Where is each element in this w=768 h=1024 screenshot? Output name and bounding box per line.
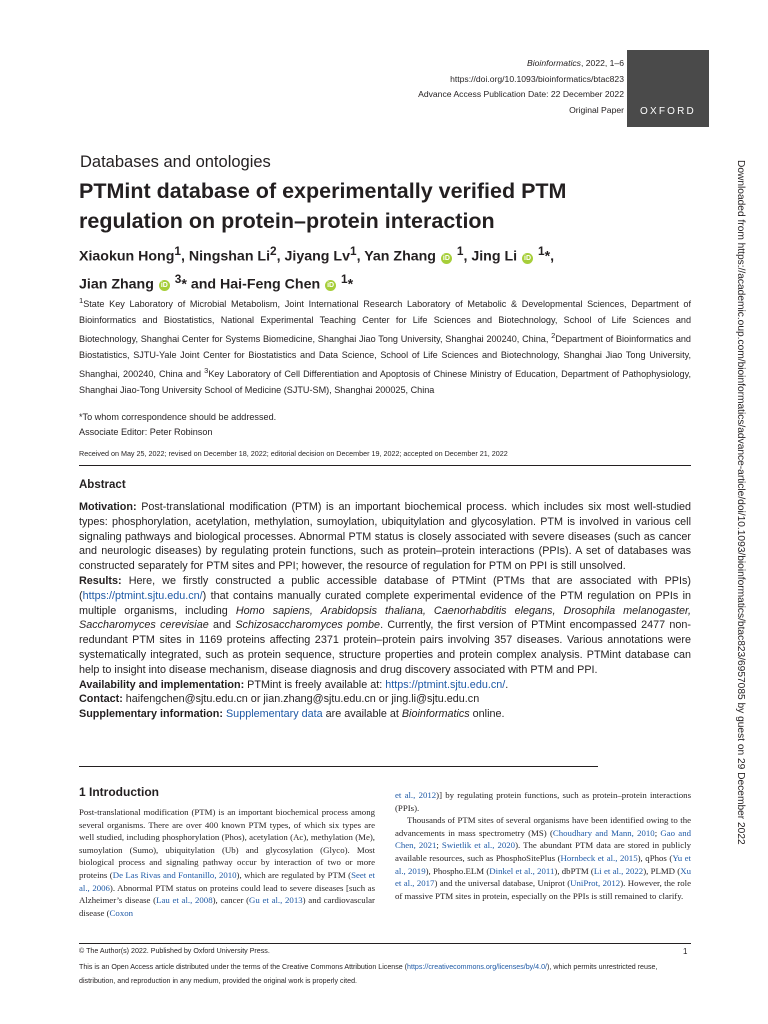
citation-link[interactable]: Xu et al., 2017 bbox=[395, 865, 691, 889]
affil-sup: 1 bbox=[79, 296, 84, 305]
intro-heading: 1 Introduction bbox=[79, 785, 159, 799]
text: PTMint is freely available at: bbox=[244, 678, 386, 691]
author-affil-sup: 1 bbox=[537, 244, 545, 258]
text: ). The abundant PTM data are stored in publicly available resources, such as PhosphoSitePlus ( bbox=[395, 840, 691, 863]
correspondence-text: *To whom correspondence should be addressed. bbox=[79, 412, 277, 422]
label: Availability and implementation: bbox=[79, 678, 245, 691]
author-and: and bbox=[186, 276, 221, 293]
abstract-body bbox=[79, 500, 691, 722]
author-affil-sup: 1 bbox=[341, 271, 348, 286]
citation-link[interactable]: Coxon bbox=[109, 907, 134, 918]
citation-link[interactable]: Dinkel et al., 2011 bbox=[489, 865, 555, 876]
text: ). However, the role of massive PTM sites in protein, especially on the PPIs is still remained to clarify. bbox=[395, 878, 691, 901]
text: ) that contains manually curated complete experimental evidence of the PTM regulation on PPIs in multiple organisms, including bbox=[79, 589, 691, 617]
text: ). Abnormal PTM status on proteins could lead to severe diseases [such as Alzheimer’s disease ( bbox=[79, 882, 375, 906]
paragraph bbox=[79, 806, 375, 919]
abstract-availability bbox=[79, 678, 691, 693]
paragraph bbox=[395, 789, 691, 814]
access-date: Advance Access Publication Date: 22 December 2022 bbox=[418, 89, 624, 99]
text: and bbox=[208, 619, 236, 632]
affil-sup: 3 bbox=[204, 366, 209, 376]
text: ; bbox=[654, 827, 661, 838]
author-affil-sup: 2 bbox=[270, 244, 277, 258]
author-name: Jiyang Lv bbox=[284, 248, 350, 265]
license-link[interactable]: https://creativecommons.org/licenses/by/4.0/ bbox=[407, 963, 548, 971]
text: Post-translational modification (PTM) is an important biochemical process. which includes six most well-studied types: phosphorylation, acetylation, methylation, sumoylation, ubiquitylation and glycosylation. PTM is involved in various cell signaling pathways and biological processes. Abnormal PTM status is closely associated with severe diseases (such as cancer and neurologic diseases) by regulating protein functions, such as protein–protein interactions (PPIs). A set of databases was constructed separately for PTM sites and PPI; however, the resource of regulation for PTM on PPI is still unsolved. bbox=[79, 501, 691, 573]
label: Supplementary information: bbox=[79, 708, 223, 721]
journal-volume: , 2022, 1–6 bbox=[580, 58, 624, 68]
orcid-icon[interactable]: iD bbox=[524, 254, 532, 262]
author-separator: , bbox=[356, 248, 365, 265]
divider bbox=[79, 766, 598, 767]
text: ), dbPTM ( bbox=[554, 865, 594, 876]
label: Motivation: bbox=[79, 501, 137, 513]
author-name: Yan Zhang bbox=[364, 248, 436, 265]
author-name: Ningshan Li bbox=[188, 248, 271, 265]
copyright: © The Author(s) 2022. Published by Oxford University Press. bbox=[79, 947, 270, 955]
divider bbox=[79, 465, 691, 466]
abstract-supplementary bbox=[79, 707, 691, 722]
organism-list: Homo sapiens, Arabidopsis thaliana, Caenorhabditis elegans, Drosophila melanogaster, Saccharomyces cerevisiae bbox=[79, 604, 692, 632]
text: ), Phospho.ELM ( bbox=[425, 865, 490, 876]
logo-text: OXFORD bbox=[640, 106, 696, 117]
affil-sup: 2 bbox=[551, 331, 556, 341]
download-watermark-text: Downloaded from https://academic.oup.com/bioinformatics/advance-article/doi/10.1093/bioinformatics/btac823/6957085 by guest on 29 December 2022 bbox=[735, 160, 746, 845]
author-name: Xiaokun Hong bbox=[79, 248, 175, 265]
author-separator: , bbox=[276, 248, 285, 265]
text: Post-translational modification (PTM) is an important biochemical process among several organisms. There are over 400 known PTM types, of which six types are well studied, including phosphorylation (Phos), acetylation (Ac), methylation (Me), sumoylation (Sumo), ubiquitylation (Ub) and glycosylation (Glyco). Most biological process and signaling pathway occur by interaction of two or more proteins ( bbox=[79, 807, 375, 880]
affiliation-text: Department of Bioinformatics and Biostatistics, SJTU-Yale Joint Center for Biostatistics and Data Science, School of Life Sciences and Biotechnology, Shanghai Jiao Tong University, Shanghai, 200240, China and bbox=[79, 334, 691, 380]
text: ; bbox=[436, 840, 442, 851]
citation-link[interactable]: Choudhary and Mann, 2010 bbox=[552, 827, 655, 838]
publication-info bbox=[418, 56, 624, 118]
text: Thousands of PTM sites of several organisms have been identified owing to the advancements in mass spectrometry (MS) ( bbox=[395, 815, 691, 838]
paragraph bbox=[395, 814, 691, 902]
affiliation-text: State Key Laboratory of Microbial Metabolism, Joint International Research Laboratory of Metabolic & Developmental Sciences, Department of Bioinformatics and Biostatistics, National Experimental Teaching Center for Life Sciences and Biotechnology, School of Life Sciences and Biotechnology, Shanghai Center for Systems Biomedicine, Shanghai Jiao Tong University, Shanghai 200240, China, bbox=[79, 299, 691, 345]
download-watermark bbox=[734, 160, 746, 860]
author-affil-sup: 1 bbox=[174, 244, 181, 258]
citation-link[interactable]: Hornbeck et al., 2015 bbox=[560, 852, 638, 863]
abstract-results bbox=[79, 574, 691, 678]
corresponding-star: * bbox=[347, 276, 354, 293]
text: ) and the universal database, Uniprot ( bbox=[434, 878, 571, 889]
text: ), qPhos ( bbox=[637, 852, 673, 863]
doi-link[interactable]: https://doi.org/10.1093/bioinformatics/btac823 bbox=[450, 73, 624, 84]
orcid-icon[interactable]: iD bbox=[442, 254, 450, 262]
abstract-motivation bbox=[79, 500, 691, 574]
author-affil-sup: 1 bbox=[349, 244, 357, 258]
citation-link[interactable]: Li et al., 2022 bbox=[593, 865, 644, 876]
section-label: Databases and ontologies bbox=[80, 153, 271, 171]
author-separator: , bbox=[180, 248, 189, 265]
text: ), PLMD ( bbox=[643, 865, 681, 876]
citation-link[interactable]: UniProt, 2012 bbox=[570, 878, 621, 889]
divider bbox=[79, 943, 691, 944]
author-name: Jing Li bbox=[471, 248, 518, 265]
text: ), which permits unrestricted reuse, distribution, and reproduction in any medium, provided the original work is properly cited. bbox=[79, 963, 658, 985]
citation-link[interactable]: et al., 2012 bbox=[395, 790, 437, 800]
citation-link[interactable]: Seet et al., 2006 bbox=[79, 869, 375, 893]
corresponding-star: * bbox=[181, 276, 187, 293]
text: Here, we firstly constructed a public accessible database of PTMint (PTMs that are associated with PPIs) ( bbox=[79, 574, 691, 602]
intro-column-right bbox=[395, 789, 691, 902]
author-affil-sup: 1 bbox=[456, 244, 464, 258]
author-affil-sup: 3 bbox=[174, 271, 182, 286]
oxford-logo bbox=[627, 50, 709, 127]
author-name: Jian Zhang bbox=[79, 276, 154, 293]
citation-link[interactable]: Lau et al., 2008 bbox=[156, 895, 213, 906]
abstract-contact bbox=[79, 692, 691, 707]
text: online. bbox=[469, 708, 505, 721]
citation-link[interactable]: Gu et al., 2013 bbox=[249, 895, 303, 906]
contact-emails: haifengchen@sjtu.edu.cn or jian.zhang@sjtu.edu.cn or jing.li@sjtu.edu.cn bbox=[122, 693, 480, 706]
intro-column-left bbox=[79, 806, 375, 919]
citation-link[interactable]: De Las Rivas and Fontanillo, 2010 bbox=[112, 869, 237, 880]
ptmint-link[interactable]: https://ptmint.sjtu.edu.cn/ bbox=[82, 589, 203, 602]
orcid-icon[interactable]: iD bbox=[160, 282, 168, 290]
article-type: Original Paper bbox=[569, 104, 624, 115]
label: Results: bbox=[79, 574, 122, 587]
page-number: 1 bbox=[683, 947, 688, 956]
supplementary-link[interactable]: Supplementary data bbox=[225, 708, 323, 721]
orcid-icon[interactable]: iD bbox=[327, 282, 335, 290]
author-list: Xiaokun Hong$^1$, Ningshan Li$^2$, Jiyang Lv$^1$, Yan Zhang iD $^1$, Jing Li iD $^1$*, Jian Zhang iD $^3$* and Hai-Feng Chen iD $^1$* bbox=[79, 244, 555, 293]
corresponding-star: * bbox=[544, 248, 551, 265]
affiliations bbox=[79, 293, 691, 399]
text: . Currently, the first version of PTMint encompassed 2477 non-redundant PTM sites in 1169 proteins affecting 2371 protein–protein pairs involving 357 diseases. Various annotations were systematically integrated, such as protein sequence, structure properties and protein complex analysis. PTMint database can help to insight into disease mechanism, disease diagnosis and drug discovery associated with PTM and PPI. bbox=[79, 619, 692, 676]
citation-link[interactable]: Swietlik et al., 2020 bbox=[441, 840, 516, 851]
text: This is an Open Access article distributed under the terms of the Creative Commons Attribution License ( bbox=[79, 963, 408, 971]
license-note bbox=[79, 961, 691, 988]
text: are available at bbox=[322, 708, 402, 721]
article-title: PTMint database of experimentally verified PTM regulation on protein–protein interaction bbox=[79, 179, 567, 233]
affiliation-text: Key Laboratory of Cell Differentiation and Apoptosis of Chinese Ministry of Education, Department of Pathophysiology, Shanghai Jiao-Tong University School of Medicine (SJTU-SM), Shanghai 200025, China bbox=[79, 369, 691, 396]
journal-name: Bioinformatics bbox=[527, 58, 581, 68]
author-name: Hai-Feng Chen bbox=[220, 276, 321, 293]
abstract-heading: Abstract bbox=[79, 479, 126, 491]
text: ) and cardiovascular disease ( bbox=[79, 895, 375, 918]
organism: Schizosaccharomyces pombe bbox=[235, 619, 381, 632]
text: ), which are regulated by PTM ( bbox=[236, 869, 352, 880]
text: )] by regulating protein functions, such as protein–protein interactions (PPIs). bbox=[395, 790, 691, 813]
journal-name: Bioinformatics bbox=[401, 708, 470, 721]
citation-link[interactable]: Yu et al., 2019 bbox=[395, 852, 692, 876]
citation-link[interactable]: Gao and Chen, 2021 bbox=[395, 827, 691, 851]
associate-editor: Associate Editor: Peter Robinson bbox=[79, 427, 213, 437]
text: . bbox=[505, 678, 509, 691]
text: ), cancer ( bbox=[212, 895, 250, 906]
correspondence-note bbox=[79, 410, 276, 440]
ptmint-link[interactable]: https://ptmint.sjtu.edu.cn/ bbox=[385, 678, 506, 691]
label: Contact: bbox=[79, 693, 123, 706]
received-dates: Received on May 25, 2022; revised on December 18, 2022; editorial decision on December 19, 2022; accepted on December 21, 2022 bbox=[79, 449, 508, 458]
author-separator: , bbox=[463, 248, 472, 265]
